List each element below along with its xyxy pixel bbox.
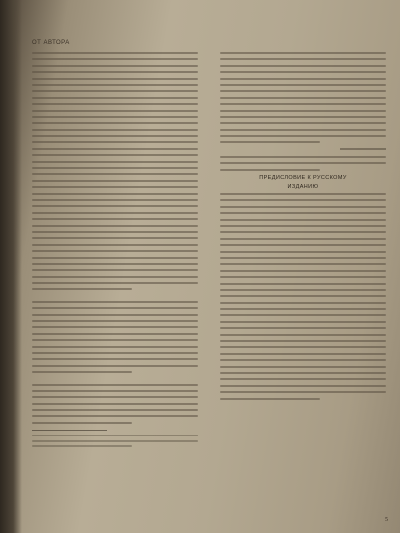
text-line: [32, 71, 198, 73]
text-line: [220, 372, 386, 374]
text-line: [220, 110, 386, 112]
text-line: [32, 186, 198, 188]
text-line: [32, 384, 198, 386]
text-line: [220, 302, 386, 304]
text-line: [220, 378, 386, 380]
text-line: [32, 116, 198, 118]
text-line: [32, 339, 198, 341]
text-line: [220, 135, 386, 137]
text-line: [220, 78, 386, 80]
text-line: [32, 263, 198, 265]
text-line: [220, 129, 386, 131]
author-signature: [340, 148, 386, 150]
text-line: [220, 346, 386, 348]
text-line: [32, 154, 198, 156]
text-line: [220, 71, 386, 73]
text-line: [32, 358, 198, 360]
text-line: [32, 141, 198, 143]
text-line: [220, 225, 386, 227]
paragraph-gap: [32, 378, 198, 384]
text-line: [220, 321, 386, 323]
text-line: [220, 97, 386, 99]
text-line: [220, 289, 386, 291]
text-line: [32, 244, 198, 246]
text-line: [220, 359, 386, 361]
text-line: [220, 334, 386, 336]
text-line: [220, 238, 386, 240]
text-line: [32, 269, 198, 271]
text-line: [220, 122, 386, 124]
paragraph-gap: [32, 295, 198, 301]
text-line: [220, 169, 320, 171]
text-line: [220, 199, 386, 201]
text-line: [32, 415, 198, 417]
text-line: [220, 84, 386, 86]
text-line: [220, 58, 386, 60]
footnote: [32, 435, 198, 447]
text-line: [32, 218, 198, 220]
text-line: [220, 263, 386, 265]
text-line: [220, 206, 386, 208]
text-line: [220, 283, 386, 285]
text-line: [32, 122, 198, 124]
text-line: [32, 212, 198, 214]
text-line: [32, 97, 198, 99]
text-line: [32, 333, 198, 335]
text-line: [220, 257, 386, 259]
text-line: [32, 193, 198, 195]
book-page: [14, 0, 400, 533]
text-line: [220, 193, 386, 195]
text-line: [220, 162, 386, 164]
text-line: [32, 110, 198, 112]
text-line: [220, 295, 386, 297]
text-line: [32, 237, 198, 239]
text-line: [32, 365, 198, 367]
running-header: ОТ АВТОРА: [32, 40, 70, 46]
text-line: [220, 103, 386, 105]
text-line: [220, 52, 386, 54]
text-line: [220, 156, 386, 158]
text-line: [32, 180, 198, 182]
footnote-line: [32, 445, 132, 447]
text-line: [32, 282, 198, 284]
text-line: [32, 403, 198, 405]
text-line: [220, 391, 386, 393]
page-number: 5: [385, 517, 388, 523]
text-line: [220, 327, 386, 329]
text-line: [32, 167, 198, 169]
text-line: [32, 250, 198, 252]
text-line: [32, 326, 198, 328]
text-line: [32, 84, 198, 86]
text-line: [32, 396, 198, 398]
text-line: [32, 225, 198, 227]
text-line: [32, 65, 198, 67]
text-line: [32, 52, 198, 54]
text-line: [220, 212, 386, 214]
text-line: [32, 320, 198, 322]
text-line: [220, 90, 386, 92]
text-line: [220, 219, 386, 221]
text-line: [220, 270, 386, 272]
text-line: [32, 301, 198, 303]
text-line: [220, 353, 386, 355]
text-line: [220, 398, 320, 400]
footnote-line: [32, 435, 198, 437]
footnote-rule: [32, 430, 107, 431]
text-line: [32, 90, 198, 92]
text-line: [32, 257, 198, 259]
text-line: [32, 199, 198, 201]
text-line: [32, 307, 198, 309]
text-line: [32, 346, 198, 348]
text-line: [220, 314, 386, 316]
text-line: [220, 116, 386, 118]
text-line: [32, 352, 198, 354]
text-line: [32, 371, 132, 373]
text-line: [220, 244, 386, 246]
text-line: [32, 148, 198, 150]
text-line: [220, 308, 386, 310]
text-line: [220, 141, 320, 143]
text-line: [32, 161, 198, 163]
section-heading-continued: ИЗДАНИЮ: [287, 184, 319, 191]
text-line: [32, 78, 198, 80]
text-line: [32, 288, 132, 290]
section-heading: ПРЕДИСЛОВИЕ К РУССКОМУ: [259, 175, 347, 182]
text-line: [32, 422, 132, 424]
text-line: [32, 390, 198, 392]
text-line: [32, 314, 198, 316]
text-line: [220, 340, 386, 342]
left-column: [32, 52, 198, 450]
right-column: [220, 52, 386, 404]
text-line: [32, 173, 198, 175]
text-line: [220, 276, 386, 278]
text-line: [220, 65, 386, 67]
text-line: [32, 103, 198, 105]
text-line: [32, 58, 198, 60]
text-line: [32, 276, 198, 278]
text-line: [32, 205, 198, 207]
text-line: [32, 135, 198, 137]
text-line: [220, 251, 386, 253]
text-line: [32, 129, 198, 131]
footnote-line: [32, 440, 198, 442]
text-line: [220, 366, 386, 368]
text-line: [220, 231, 386, 233]
text-line: [220, 385, 386, 387]
text-line: [32, 409, 198, 411]
text-line: [32, 231, 198, 233]
